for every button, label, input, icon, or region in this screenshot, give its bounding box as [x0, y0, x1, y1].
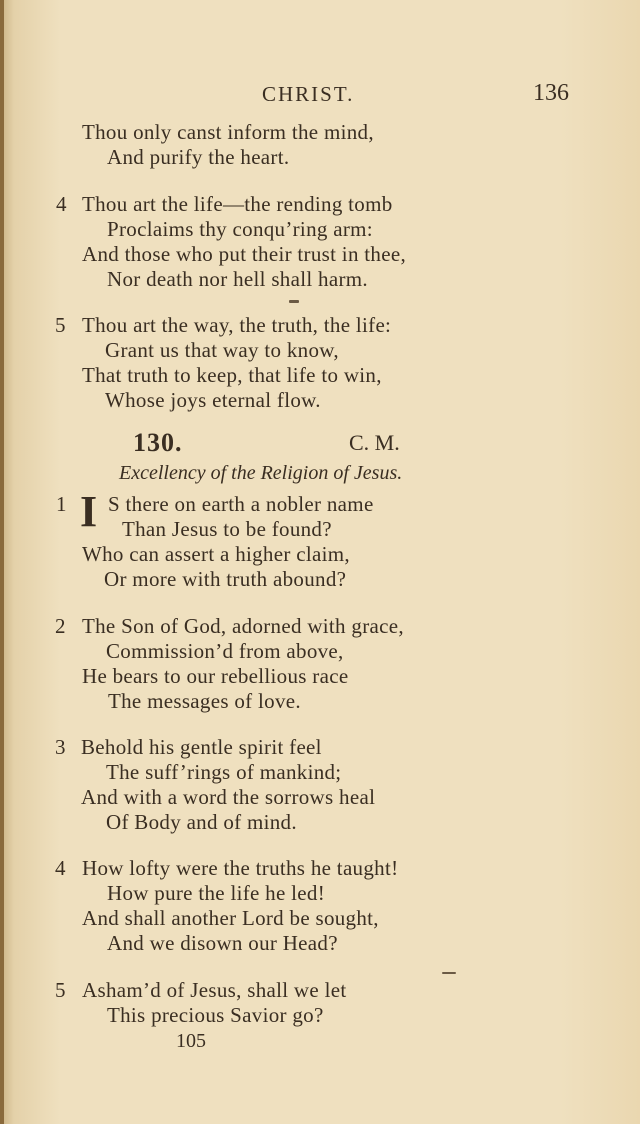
hymn-line: S there on earth a nobler name	[108, 492, 374, 516]
page-spine-edge	[0, 0, 4, 1124]
hymn-line: Who can assert a higher claim,	[82, 542, 350, 566]
print-speck	[289, 300, 299, 303]
verse-number: 3	[55, 735, 66, 759]
hymn-line: The suff’rings of mankind;	[106, 760, 342, 784]
hymn-line: How pure the life he led!	[107, 881, 326, 905]
hymn-line: This precious Savior go?	[107, 1003, 324, 1027]
hymn-line: Asham’d of Jesus, shall we let	[82, 978, 347, 1002]
hymn-line: How lofty were the truths he taught!	[82, 856, 399, 880]
hymn-line: Behold his gentle spirit feel	[81, 735, 322, 759]
hymn-line: And shall another Lord be sought,	[82, 906, 379, 930]
hymn-line: Nor death nor hell shall harm.	[107, 267, 368, 291]
hymn-line: The messages of love.	[108, 689, 301, 713]
hymn-line: That truth to keep, that life to win,	[82, 363, 382, 387]
hymn-title: Excellency of the Religion of Jesus.	[119, 462, 403, 484]
page-number: 136	[533, 80, 569, 106]
print-speck	[442, 972, 456, 974]
hymn-line: Whose joys eternal flow.	[105, 388, 321, 412]
signature-mark: 105	[176, 1030, 206, 1052]
hymn-line: Thou only canst inform the mind,	[82, 120, 374, 144]
hymn-line: And those who put their trust in thee,	[82, 242, 407, 266]
hymn-line: Commission’d from above,	[106, 639, 344, 663]
hymn-line: Or more with truth abound?	[104, 567, 347, 591]
hymn-line: The Son of God, adorned with grace,	[82, 614, 404, 638]
verse-number: 4	[55, 856, 66, 880]
hymn-line: Thou art the life—the rending tomb	[82, 192, 393, 216]
hymn-number: 130.	[133, 428, 183, 457]
hymn-line: He bears to our rebellious race	[82, 664, 349, 688]
verse-number: 1	[56, 492, 67, 516]
hymn-line: And with a word the sorrows heal	[81, 785, 376, 809]
hymn-line: And purify the heart.	[107, 145, 290, 169]
hymn-line: Of Body and of mind.	[106, 810, 297, 834]
running-head: CHRIST.	[262, 82, 355, 106]
hymn-line: And we disown our Head?	[107, 931, 338, 955]
hymn-line: Thou art the way, the truth, the life:	[82, 313, 392, 337]
hymn-meter: C. M.	[349, 430, 400, 455]
drop-cap: I	[80, 487, 98, 536]
hymn-line: Than Jesus to be found?	[122, 517, 332, 541]
verse-number: 5	[55, 978, 66, 1002]
verse-number: 4	[56, 192, 67, 216]
verse-number: 5	[55, 313, 66, 337]
verse-number: 2	[55, 614, 66, 638]
hymn-line: Proclaims thy conqu’ring arm:	[107, 217, 373, 241]
hymn-line: Grant us that way to know,	[105, 338, 339, 362]
